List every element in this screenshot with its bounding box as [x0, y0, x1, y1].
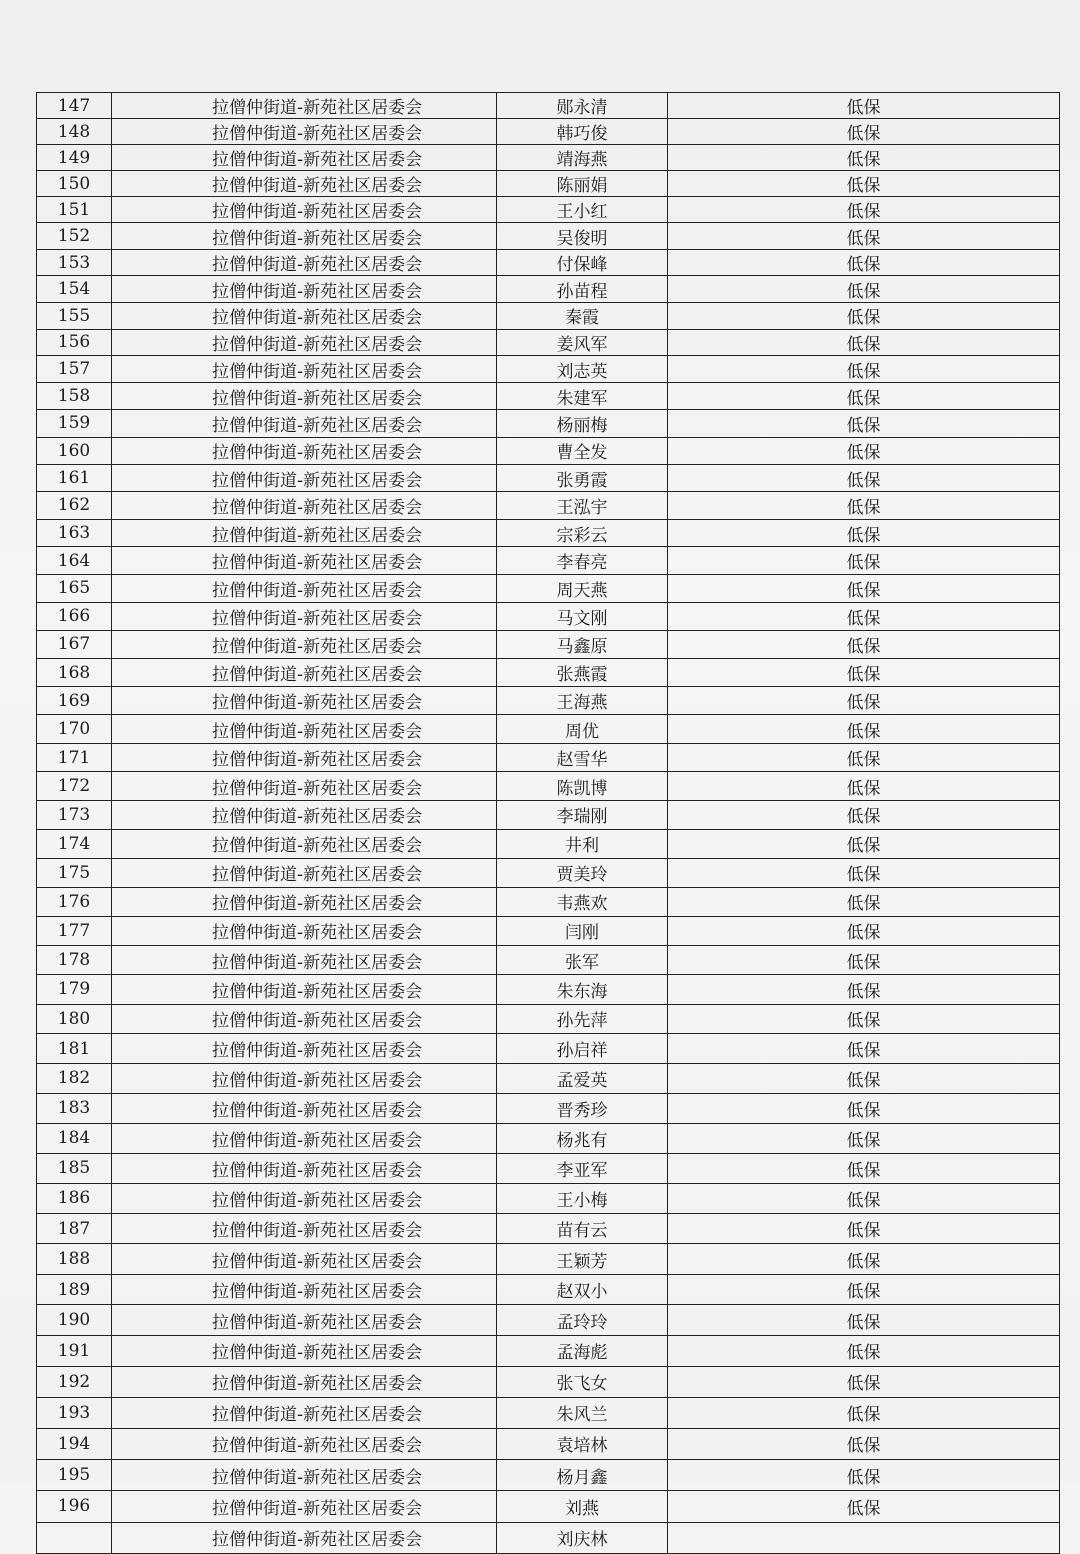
table-row: [37, 602, 1060, 630]
row-unit: 拉僧仲街道-新苑社区居委会: [112, 829, 497, 858]
row-unit: 拉僧仲街道-新苑社区居委会: [112, 975, 497, 1004]
row-assistance-type: 低保: [668, 302, 1060, 329]
row-name: 韩巧俊: [497, 119, 668, 145]
row-assistance-type: 低保: [668, 1244, 1060, 1275]
row-name: 付保峰: [497, 249, 668, 276]
row-unit: 拉僧仲街道-新苑社区居委会: [112, 630, 497, 658]
row-assistance-type: 低保: [668, 223, 1060, 249]
table-row: [37, 1004, 1060, 1034]
table-row: [37, 887, 1060, 916]
row-number: 167: [37, 630, 112, 658]
table-row: [37, 171, 1060, 197]
row-name: 刘志英: [497, 356, 668, 383]
row-number: 189: [37, 1274, 112, 1305]
row-assistance-type: 低保: [668, 437, 1060, 464]
table-row: [37, 1491, 1060, 1522]
table-row: [37, 356, 1060, 383]
row-name: 袁培林: [497, 1428, 668, 1459]
row-unit: 拉僧仲街道-新苑社区居委会: [112, 1244, 497, 1275]
row-name: 赵双小: [497, 1274, 668, 1305]
row-name: 朱建军: [497, 383, 668, 410]
row-number: 184: [37, 1123, 112, 1153]
row-unit: 拉僧仲街道-新苑社区居委会: [112, 223, 497, 249]
row-name: 孟海彪: [497, 1336, 668, 1367]
row-unit: 拉僧仲街道-新苑社区居委会: [112, 329, 497, 356]
row-unit: 拉僧仲街道-新苑社区居委会: [112, 575, 497, 603]
row-assistance-type: 低保: [668, 1183, 1060, 1213]
row-assistance-type: 低保: [668, 93, 1060, 119]
row-name: 张勇霞: [497, 464, 668, 491]
row-number: 168: [37, 658, 112, 686]
row-assistance-type: 低保: [668, 687, 1060, 715]
row-assistance-type: 低保: [668, 887, 1060, 916]
row-number: 159: [37, 410, 112, 437]
row-assistance-type: 低保: [668, 658, 1060, 686]
row-name: 王泓宇: [497, 492, 668, 520]
table-row: [37, 197, 1060, 223]
row-number: 163: [37, 519, 112, 547]
table-row: [37, 1522, 1060, 1554]
row-unit: 拉僧仲街道-新苑社区居委会: [112, 171, 497, 197]
row-unit: 拉僧仲街道-新苑社区居委会: [112, 1366, 497, 1397]
row-assistance-type: 低保: [668, 492, 1060, 520]
row-unit: 拉僧仲街道-新苑社区居委会: [112, 1428, 497, 1459]
row-assistance-type: 低保: [668, 1491, 1060, 1522]
row-name: 赵雪华: [497, 743, 668, 772]
row-name: 刘庆林: [497, 1522, 668, 1554]
row-unit: 拉僧仲街道-新苑社区居委会: [112, 356, 497, 383]
row-name: 贾美玲: [497, 858, 668, 887]
table-row: [37, 945, 1060, 974]
row-assistance-type: 低保: [668, 1034, 1060, 1064]
row-name: 闫刚: [497, 916, 668, 945]
row-number: 187: [37, 1213, 112, 1243]
row-number: 149: [37, 145, 112, 171]
row-name: 孙先萍: [497, 1004, 668, 1034]
row-number: 172: [37, 772, 112, 801]
row-unit: 拉僧仲街道-新苑社区居委会: [112, 519, 497, 547]
row-unit: 拉僧仲街道-新苑社区居委会: [112, 1397, 497, 1428]
table-row: [37, 630, 1060, 658]
row-number: 180: [37, 1004, 112, 1034]
row-name: 杨兆有: [497, 1123, 668, 1153]
row-assistance-type: 低保: [668, 1336, 1060, 1367]
row-number: 165: [37, 575, 112, 603]
row-unit: 拉僧仲街道-新苑社区居委会: [112, 276, 497, 303]
table-row: [37, 1063, 1060, 1093]
row-unit: 拉僧仲街道-新苑社区居委会: [112, 437, 497, 464]
row-unit: 拉僧仲街道-新苑社区居委会: [112, 916, 497, 945]
table-row: [37, 249, 1060, 276]
row-assistance-type: 低保: [668, 1063, 1060, 1093]
row-number: 155: [37, 302, 112, 329]
row-assistance-type: 低保: [668, 1153, 1060, 1183]
row-name: 曹全发: [497, 437, 668, 464]
row-assistance-type: 低保: [668, 575, 1060, 603]
row-unit: 拉僧仲街道-新苑社区居委会: [112, 1459, 497, 1490]
row-number: 166: [37, 602, 112, 630]
row-number: 147: [37, 93, 112, 119]
row-assistance-type: 低保: [668, 356, 1060, 383]
row-name: 王海燕: [497, 687, 668, 715]
row-unit: 拉僧仲街道-新苑社区居委会: [112, 687, 497, 715]
row-assistance-type: 低保: [668, 1366, 1060, 1397]
row-name: 晋秀珍: [497, 1093, 668, 1123]
row-unit: 拉僧仲街道-新苑社区居委会: [112, 547, 497, 575]
table-row: [37, 276, 1060, 303]
table-row: [37, 383, 1060, 410]
row-assistance-type: 低保: [668, 829, 1060, 858]
row-name: 张燕霞: [497, 658, 668, 686]
row-number: 171: [37, 743, 112, 772]
row-number: 192: [37, 1366, 112, 1397]
row-unit: 拉僧仲街道-新苑社区居委会: [112, 1336, 497, 1367]
row-unit: 拉僧仲街道-新苑社区居委会: [112, 945, 497, 974]
row-name: 靖海燕: [497, 145, 668, 171]
row-assistance-type: 低保: [668, 1004, 1060, 1034]
row-unit: 拉僧仲街道-新苑社区居委会: [112, 1153, 497, 1183]
row-assistance-type: 低保: [668, 1274, 1060, 1305]
row-number: 191: [37, 1336, 112, 1367]
row-number: 190: [37, 1305, 112, 1336]
row-number: 176: [37, 887, 112, 916]
row-assistance-type: 低保: [668, 1123, 1060, 1153]
table-row: [37, 1397, 1060, 1428]
row-number: 162: [37, 492, 112, 520]
row-name: 朱东海: [497, 975, 668, 1004]
row-number: 157: [37, 356, 112, 383]
table-row: [37, 410, 1060, 437]
row-unit: 拉僧仲街道-新苑社区居委会: [112, 464, 497, 491]
row-unit: 拉僧仲街道-新苑社区居委会: [112, 715, 497, 743]
row-assistance-type: 低保: [668, 975, 1060, 1004]
row-assistance-type: 低保: [668, 858, 1060, 887]
row-name: 杨丽梅: [497, 410, 668, 437]
row-name: 杨月鑫: [497, 1459, 668, 1490]
table-row: [37, 145, 1060, 171]
row-number: 154: [37, 276, 112, 303]
table-row: [37, 772, 1060, 801]
row-name: 姜风军: [497, 329, 668, 356]
row-assistance-type: 低保: [668, 800, 1060, 829]
row-unit: 拉僧仲街道-新苑社区居委会: [112, 383, 497, 410]
row-unit: 拉僧仲街道-新苑社区居委会: [112, 1063, 497, 1093]
table-row: [37, 575, 1060, 603]
row-name: 李春亮: [497, 547, 668, 575]
row-unit: 拉僧仲街道-新苑社区居委会: [112, 602, 497, 630]
row-number: 181: [37, 1034, 112, 1064]
row-unit: 拉僧仲街道-新苑社区居委会: [112, 249, 497, 276]
row-name: 马鑫原: [497, 630, 668, 658]
row-name: 宗彩云: [497, 519, 668, 547]
row-number: 152: [37, 223, 112, 249]
table-row: [37, 858, 1060, 887]
row-assistance-type: 低保: [668, 1428, 1060, 1459]
row-number: 158: [37, 383, 112, 410]
table-row: [37, 1336, 1060, 1367]
row-unit: 拉僧仲街道-新苑社区居委会: [112, 1093, 497, 1123]
table-row: [37, 1213, 1060, 1243]
row-assistance-type: 低保: [668, 276, 1060, 303]
row-name: 王小梅: [497, 1183, 668, 1213]
row-assistance-type: [668, 1522, 1060, 1554]
row-assistance-type: 低保: [668, 1459, 1060, 1490]
row-number: 186: [37, 1183, 112, 1213]
row-unit: 拉僧仲街道-新苑社区居委会: [112, 410, 497, 437]
table-row: [37, 1366, 1060, 1397]
row-number: 156: [37, 329, 112, 356]
row-unit: 拉僧仲街道-新苑社区居委会: [112, 772, 497, 801]
row-number: 173: [37, 800, 112, 829]
row-assistance-type: 低保: [668, 715, 1060, 743]
row-name: 王小红: [497, 197, 668, 223]
table-row: [37, 1183, 1060, 1213]
row-unit: 拉僧仲街道-新苑社区居委会: [112, 1183, 497, 1213]
table-row: [37, 547, 1060, 575]
table-row: [37, 1428, 1060, 1459]
row-unit: 拉僧仲街道-新苑社区居委会: [112, 1522, 497, 1554]
row-unit: 拉僧仲街道-新苑社区居委会: [112, 1305, 497, 1336]
row-number: 196: [37, 1491, 112, 1522]
row-number: 148: [37, 119, 112, 145]
table-row: [37, 1034, 1060, 1064]
row-unit: 拉僧仲街道-新苑社区居委会: [112, 492, 497, 520]
table-row: [37, 464, 1060, 491]
row-unit: 拉僧仲街道-新苑社区居委会: [112, 1491, 497, 1522]
table-row: [37, 93, 1060, 119]
row-number: 194: [37, 1428, 112, 1459]
table-row: [37, 975, 1060, 1004]
row-name: 孟爱英: [497, 1063, 668, 1093]
row-name: 马文刚: [497, 602, 668, 630]
row-number: 182: [37, 1063, 112, 1093]
row-number: 195: [37, 1459, 112, 1490]
row-number: 185: [37, 1153, 112, 1183]
table-row: [37, 519, 1060, 547]
table-row: [37, 492, 1060, 520]
row-number: 183: [37, 1093, 112, 1123]
table-row: [37, 916, 1060, 945]
row-assistance-type: 低保: [668, 410, 1060, 437]
table-row: [37, 1244, 1060, 1275]
row-unit: 拉僧仲街道-新苑社区居委会: [112, 93, 497, 119]
table-row: [37, 829, 1060, 858]
row-assistance-type: 低保: [668, 197, 1060, 223]
row-name: 王颖芳: [497, 1244, 668, 1275]
row-assistance-type: 低保: [668, 249, 1060, 276]
table-row: [37, 715, 1060, 743]
recipient-table-body: [37, 93, 1060, 1554]
row-assistance-type: 低保: [668, 945, 1060, 974]
row-unit: 拉僧仲街道-新苑社区居委会: [112, 119, 497, 145]
row-assistance-type: 低保: [668, 519, 1060, 547]
row-name: 孙苗程: [497, 276, 668, 303]
row-assistance-type: 低保: [668, 145, 1060, 171]
row-unit: 拉僧仲街道-新苑社区居委会: [112, 302, 497, 329]
row-name: 井利: [497, 829, 668, 858]
row-name: 孟玲玲: [497, 1305, 668, 1336]
row-name: 韦燕欢: [497, 887, 668, 916]
row-name: 张军: [497, 945, 668, 974]
row-unit: 拉僧仲街道-新苑社区居委会: [112, 743, 497, 772]
row-assistance-type: 低保: [668, 171, 1060, 197]
row-assistance-type: 低保: [668, 329, 1060, 356]
row-unit: 拉僧仲街道-新苑社区居委会: [112, 1274, 497, 1305]
table-row: [37, 1459, 1060, 1490]
table-row: [37, 437, 1060, 464]
row-assistance-type: 低保: [668, 1093, 1060, 1123]
row-unit: 拉僧仲街道-新苑社区居委会: [112, 1004, 497, 1034]
row-name: 陈凯博: [497, 772, 668, 801]
row-unit: 拉僧仲街道-新苑社区居委会: [112, 658, 497, 686]
row-assistance-type: 低保: [668, 1213, 1060, 1243]
row-number: 150: [37, 171, 112, 197]
row-name: 苗有云: [497, 1213, 668, 1243]
row-unit: 拉僧仲街道-新苑社区居委会: [112, 858, 497, 887]
row-unit: 拉僧仲街道-新苑社区居委会: [112, 1213, 497, 1243]
row-name: 周优: [497, 715, 668, 743]
row-assistance-type: 低保: [668, 464, 1060, 491]
row-name: 秦霞: [497, 302, 668, 329]
row-name: 孙启祥: [497, 1034, 668, 1064]
table-row: [37, 223, 1060, 249]
table-row: [37, 1305, 1060, 1336]
row-number: 175: [37, 858, 112, 887]
row-number: 153: [37, 249, 112, 276]
table-row: [37, 658, 1060, 686]
row-number: 193: [37, 1397, 112, 1428]
recipient-table: [36, 92, 1060, 1554]
table-row: [37, 687, 1060, 715]
table-row: [37, 329, 1060, 356]
table-row: [37, 800, 1060, 829]
row-number: 177: [37, 916, 112, 945]
row-unit: 拉僧仲街道-新苑社区居委会: [112, 800, 497, 829]
row-number: 151: [37, 197, 112, 223]
table-row: [37, 119, 1060, 145]
row-name: 陈丽娟: [497, 171, 668, 197]
row-number: 174: [37, 829, 112, 858]
row-assistance-type: 低保: [668, 1305, 1060, 1336]
row-unit: 拉僧仲街道-新苑社区居委会: [112, 887, 497, 916]
row-assistance-type: 低保: [668, 547, 1060, 575]
row-name: 李瑞刚: [497, 800, 668, 829]
row-number: 170: [37, 715, 112, 743]
row-number: 188: [37, 1244, 112, 1275]
row-name: 吴俊明: [497, 223, 668, 249]
row-name: 郧永清: [497, 93, 668, 119]
row-number: 160: [37, 437, 112, 464]
row-number: 161: [37, 464, 112, 491]
table-row: [37, 743, 1060, 772]
row-assistance-type: 低保: [668, 1397, 1060, 1428]
row-name: 张飞女: [497, 1366, 668, 1397]
row-name: 朱风兰: [497, 1397, 668, 1428]
table-row: [37, 302, 1060, 329]
row-assistance-type: 低保: [668, 119, 1060, 145]
row-number: 164: [37, 547, 112, 575]
row-assistance-type: 低保: [668, 383, 1060, 410]
row-number: [37, 1522, 112, 1554]
row-unit: 拉僧仲街道-新苑社区居委会: [112, 1034, 497, 1064]
table-row: [37, 1093, 1060, 1123]
row-assistance-type: 低保: [668, 630, 1060, 658]
table-row: [37, 1153, 1060, 1183]
table-row: [37, 1274, 1060, 1305]
row-assistance-type: 低保: [668, 743, 1060, 772]
row-number: 169: [37, 687, 112, 715]
row-number: 179: [37, 975, 112, 1004]
row-number: 178: [37, 945, 112, 974]
row-name: 刘燕: [497, 1491, 668, 1522]
row-name: 周天燕: [497, 575, 668, 603]
row-name: 李亚军: [497, 1153, 668, 1183]
row-unit: 拉僧仲街道-新苑社区居委会: [112, 197, 497, 223]
row-assistance-type: 低保: [668, 916, 1060, 945]
row-unit: 拉僧仲街道-新苑社区居委会: [112, 145, 497, 171]
row-assistance-type: 低保: [668, 602, 1060, 630]
table-row: [37, 1123, 1060, 1153]
row-unit: 拉僧仲街道-新苑社区居委会: [112, 1123, 497, 1153]
row-assistance-type: 低保: [668, 772, 1060, 801]
